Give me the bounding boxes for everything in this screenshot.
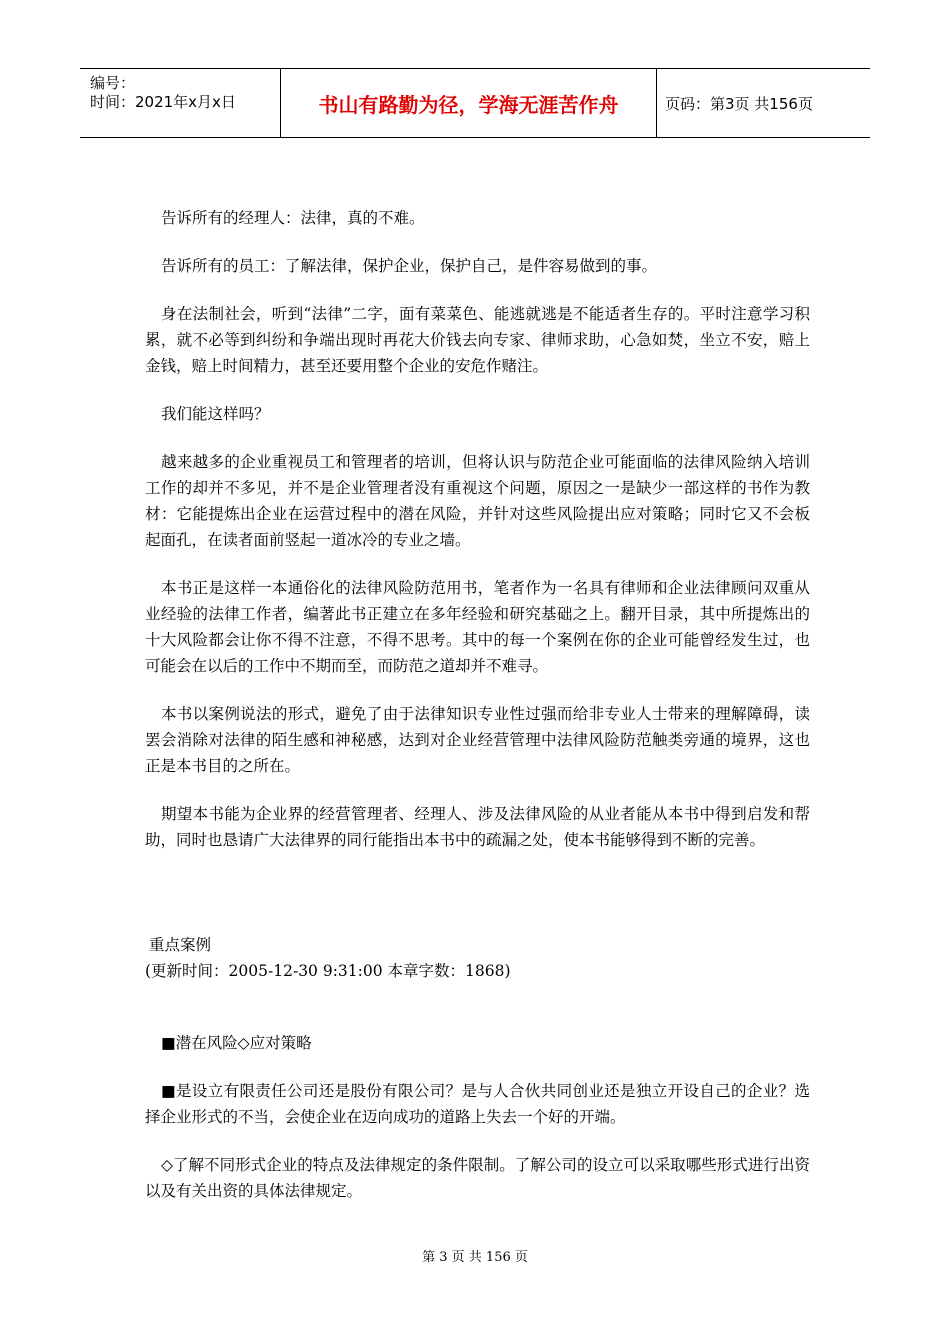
header-page-label: 页码：第3页 共156页: [665, 94, 813, 113]
page-header: [80, 68, 870, 138]
paragraph: 本书以案例说法的形式，避免了由于法律知识专业性过强而给非专业人士带来的理解障碍，读罢会消除对法律的陌生感和神秘感，达到对企业经营管理中法律风险防范触类旁通的境界，这也正是本书目的之所在。: [145, 705, 810, 775]
risk-section: [145, 1030, 810, 1226]
paragraph: 告诉所有的员工：了解法律，保护企业，保护自己，是件容易做到的事。: [161, 257, 658, 275]
paragraph: 期望本书能为企业界的经营管理者、经理人、涉及法律风险的从业者能从本书中得到启发和帮助，同时也恳请广大法律界的同行能指出本书中的疏漏之处，使本书能够得到不断的完善。: [145, 805, 810, 849]
section-heading: [145, 932, 511, 984]
body-text: [145, 205, 810, 875]
page-footer: 第 3 页 共 156 页: [422, 1250, 528, 1265]
risk-paragraph: ◇了解不同形式企业的特点及法律规定的条件限制。了解公司的设立可以采取哪些形式进行出资以及有关出资的具体法律规定。: [145, 1156, 810, 1200]
risk-paragraph: ■潜在风险◇应对策略: [161, 1034, 312, 1052]
paragraph: 我们能这样吗？: [161, 405, 270, 423]
paragraph: 告诉所有的经理人：法律，真的不难。: [161, 209, 425, 227]
header-motto: 书山有路勤为径，学海无涯苦作舟: [280, 69, 657, 137]
section-title: 重点案例: [149, 936, 212, 954]
section-update-info: (更新时间：2005-12-30 9:31:00 本章字数：1868): [145, 962, 511, 980]
paragraph: 身在法制社会，听到“法律”二字，面有菜菜色、能逃就逃是不能适者生存的。平时注意学习积累，就不必等到纠纷和争端出现时再花大价钱去向专家、律师求助，心急如焚，坐立不安，赔上金钱，赔上时间精力，甚至还要用整个企业的安危作赌注。: [145, 305, 810, 375]
header-meta: [80, 69, 280, 137]
document-number-label: 编号：: [90, 74, 136, 92]
paragraph: 越来越多的企业重视员工和管理者的培训，但将认识与防范企业可能面临的法律风险纳入培训工作的却并不多见，并不是企业管理者没有重视这个问题，原因之一是缺少一部这样的书作为教材：它能提炼出企业在运营过程中的潜在风险，并针对这些风险提出应对策略；同时它又不会板起面孔，在读者面前竖起一道冰冷的专业之墙。: [145, 453, 810, 549]
paragraph: 本书正是这样一本通俗化的法律风险防范用书，笔者作为一名具有律师和企业法律顾问双重从业经验的法律工作者，编著此书正建立在多年经验和研究基础之上。翻开目录，其中所提炼出的十大风险都会让你不得不注意，不得不思考。其中的每一个案例在你的企业可能曾经发生过，也可能会在以后的工作中不期而至，而防范之道却并不难寻。: [145, 579, 810, 675]
document-time-label: 时间：2021年x月x日: [90, 93, 236, 111]
risk-paragraph: ■是设立有限责任公司还是股份有限公司？是与人合伙共同创业还是独立开设自己的企业？选择企业形式的不当，会使企业在迈向成功的道路上失去一个好的开端。: [145, 1082, 810, 1126]
